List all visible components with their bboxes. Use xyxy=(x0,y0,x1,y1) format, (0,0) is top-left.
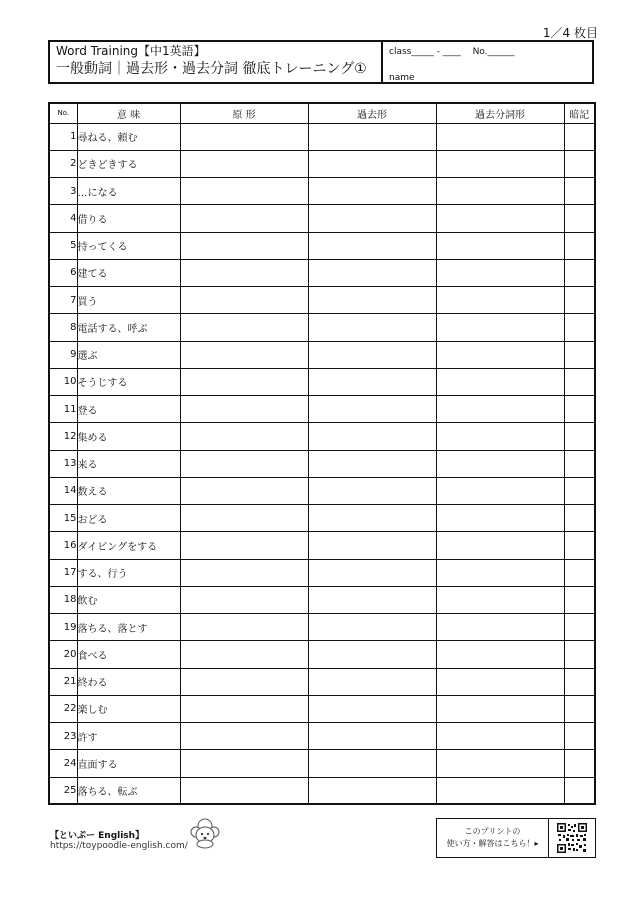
table-row xyxy=(49,614,595,641)
meaning-cell: 持ってくる xyxy=(77,232,180,259)
base-form-answer-cell[interactable] xyxy=(180,287,308,314)
past-form-answer-cell[interactable] xyxy=(308,232,436,259)
past-participle-answer-cell[interactable] xyxy=(436,695,564,722)
meaning-cell: 電話する、呼ぶ xyxy=(77,314,180,341)
past-form-answer-cell[interactable] xyxy=(308,423,436,450)
row-number: 4 xyxy=(49,205,77,232)
past-participle-answer-cell[interactable] xyxy=(436,423,564,450)
past-form-answer-cell[interactable] xyxy=(308,477,436,504)
past-participle-answer-cell[interactable] xyxy=(436,368,564,395)
table-row xyxy=(49,559,595,586)
past-form-answer-cell[interactable] xyxy=(308,723,436,750)
meaning-cell: 数える xyxy=(77,477,180,504)
past-participle-answer-cell[interactable] xyxy=(436,450,564,477)
row-number: 16 xyxy=(49,532,77,559)
memorize-check-cell[interactable] xyxy=(564,777,595,804)
row-number: 15 xyxy=(49,505,77,532)
past-participle-answer-cell[interactable] xyxy=(436,287,564,314)
row-number: 9 xyxy=(49,341,77,368)
usage-guide-text xyxy=(437,826,548,850)
brand-name: 【といぷー English】 xyxy=(50,831,145,841)
meaning-cell: 借りる xyxy=(77,205,180,232)
past-participle-answer-cell[interactable] xyxy=(436,723,564,750)
row-number: 14 xyxy=(49,477,77,504)
meaning-cell: 楽しむ xyxy=(77,695,180,722)
memorize-check-cell[interactable] xyxy=(564,396,595,423)
past-form-answer-cell[interactable] xyxy=(308,314,436,341)
meaning-cell: 尋ねる、頼む xyxy=(77,123,180,150)
row-number: 13 xyxy=(49,450,77,477)
title-area xyxy=(50,42,383,82)
class-field[interactable]: class_____ - ____ xyxy=(389,47,461,57)
number-field[interactable]: No.______ xyxy=(472,47,515,57)
header-past-participle: 過去分詞形 xyxy=(436,103,564,123)
row-number: 6 xyxy=(49,259,77,286)
meaning-cell: 来る xyxy=(77,450,180,477)
row-number: 3 xyxy=(49,178,77,205)
meaning-cell: 食べる xyxy=(77,641,180,668)
past-form-answer-cell[interactable] xyxy=(308,368,436,395)
usage-guide-box[interactable] xyxy=(436,818,596,858)
base-form-answer-cell[interactable] xyxy=(180,150,308,177)
past-participle-answer-cell[interactable] xyxy=(436,559,564,586)
meaning-cell: ダイビングをする xyxy=(77,532,180,559)
row-number: 11 xyxy=(49,396,77,423)
base-form-answer-cell[interactable] xyxy=(180,641,308,668)
row-number: 20 xyxy=(49,641,77,668)
header-box xyxy=(48,40,594,84)
table-row xyxy=(49,232,595,259)
memorize-check-cell[interactable] xyxy=(564,314,595,341)
memorize-check-cell[interactable] xyxy=(564,423,595,450)
memorize-check-cell[interactable] xyxy=(564,614,595,641)
past-participle-answer-cell[interactable] xyxy=(436,477,564,504)
past-form-answer-cell[interactable] xyxy=(308,586,436,613)
memorize-check-cell[interactable] xyxy=(564,368,595,395)
past-participle-answer-cell[interactable] xyxy=(436,614,564,641)
table-row xyxy=(49,423,595,450)
past-participle-answer-cell[interactable] xyxy=(436,396,564,423)
meaning-cell: 終わる xyxy=(77,668,180,695)
name-field[interactable]: name xyxy=(389,73,415,83)
memorize-check-cell[interactable] xyxy=(564,287,595,314)
past-form-answer-cell[interactable] xyxy=(308,777,436,804)
base-form-answer-cell[interactable] xyxy=(180,777,308,804)
table-row xyxy=(49,586,595,613)
memorize-check-cell[interactable] xyxy=(564,123,595,150)
table-row xyxy=(49,668,595,695)
row-number: 24 xyxy=(49,750,77,777)
base-form-answer-cell[interactable] xyxy=(180,423,308,450)
meaning-cell: おどる xyxy=(77,505,180,532)
row-number: 7 xyxy=(49,287,77,314)
table-row xyxy=(49,396,595,423)
past-form-answer-cell[interactable] xyxy=(308,396,436,423)
row-number: 5 xyxy=(49,232,77,259)
memorize-check-cell[interactable] xyxy=(564,232,595,259)
meaning-cell: どきどきする xyxy=(77,150,180,177)
meaning-cell: 登る xyxy=(77,396,180,423)
memorize-check-cell[interactable] xyxy=(564,668,595,695)
row-number: 19 xyxy=(49,614,77,641)
past-form-answer-cell[interactable] xyxy=(308,668,436,695)
past-form-answer-cell[interactable] xyxy=(308,505,436,532)
past-participle-answer-cell[interactable] xyxy=(436,178,564,205)
table-row xyxy=(49,123,595,150)
base-form-answer-cell[interactable] xyxy=(180,368,308,395)
past-participle-answer-cell[interactable] xyxy=(436,205,564,232)
past-form-answer-cell[interactable] xyxy=(308,123,436,150)
table-row xyxy=(49,259,595,286)
page-indicator: 1／4 枚目 xyxy=(542,26,598,40)
meaning-cell: する、行う xyxy=(77,559,180,586)
table-row xyxy=(49,777,595,804)
table-row xyxy=(49,532,595,559)
past-form-answer-cell[interactable] xyxy=(308,559,436,586)
meaning-cell: 買う xyxy=(77,287,180,314)
row-number: 23 xyxy=(49,723,77,750)
base-form-answer-cell[interactable] xyxy=(180,477,308,504)
table-row xyxy=(49,505,595,532)
past-form-answer-cell[interactable] xyxy=(308,614,436,641)
base-form-answer-cell[interactable] xyxy=(180,532,308,559)
past-participle-answer-cell[interactable] xyxy=(436,532,564,559)
memorize-check-cell[interactable] xyxy=(564,450,595,477)
past-form-answer-cell[interactable] xyxy=(308,259,436,286)
base-form-answer-cell[interactable] xyxy=(180,586,308,613)
meaning-cell: 集める xyxy=(77,423,180,450)
header-meaning: 意 味 xyxy=(77,103,180,123)
past-form-answer-cell[interactable] xyxy=(308,532,436,559)
table-header-row xyxy=(49,103,595,123)
meaning-cell: …になる xyxy=(77,178,180,205)
base-form-answer-cell[interactable] xyxy=(180,559,308,586)
row-number: 8 xyxy=(49,314,77,341)
table-row xyxy=(49,695,595,722)
past-participle-answer-cell[interactable] xyxy=(436,668,564,695)
memorize-check-cell[interactable] xyxy=(564,477,595,504)
row-number: 25 xyxy=(49,777,77,804)
toy-poodle-icon xyxy=(186,816,224,850)
memorize-check-cell[interactable] xyxy=(564,150,595,177)
base-form-answer-cell[interactable] xyxy=(180,123,308,150)
memorize-check-cell[interactable] xyxy=(564,723,595,750)
usage-line-1: このプリントの xyxy=(464,827,521,836)
meaning-cell: 落ちる、落とす xyxy=(77,614,180,641)
header-base-form: 原 形 xyxy=(180,103,308,123)
memorize-check-cell[interactable] xyxy=(564,586,595,613)
past-form-answer-cell[interactable] xyxy=(308,205,436,232)
base-form-answer-cell[interactable] xyxy=(180,178,308,205)
past-form-answer-cell[interactable] xyxy=(308,450,436,477)
row-number: 18 xyxy=(49,586,77,613)
row-number: 17 xyxy=(49,559,77,586)
row-number: 22 xyxy=(49,695,77,722)
base-form-answer-cell[interactable] xyxy=(180,450,308,477)
past-form-answer-cell[interactable] xyxy=(308,341,436,368)
meaning-cell: 選ぶ xyxy=(77,341,180,368)
header-memorize: 暗記 xyxy=(564,103,595,123)
row-number: 10 xyxy=(49,368,77,395)
base-form-answer-cell[interactable] xyxy=(180,396,308,423)
table-row xyxy=(49,723,595,750)
base-form-answer-cell[interactable] xyxy=(180,695,308,722)
base-form-answer-cell[interactable] xyxy=(180,232,308,259)
header-no: No. xyxy=(49,103,77,123)
base-form-answer-cell[interactable] xyxy=(180,259,308,286)
row-number: 2 xyxy=(49,150,77,177)
usage-divider xyxy=(548,819,549,857)
class-number-row xyxy=(389,47,515,57)
row-number: 12 xyxy=(49,423,77,450)
memorize-check-cell[interactable] xyxy=(564,341,595,368)
memorize-check-cell[interactable] xyxy=(564,505,595,532)
past-form-answer-cell[interactable] xyxy=(308,150,436,177)
memorize-check-cell[interactable] xyxy=(564,205,595,232)
meaning-cell: 落ちる、転ぶ xyxy=(77,777,180,804)
table-row xyxy=(49,150,595,177)
table-row xyxy=(49,287,595,314)
meaning-cell: 建てる xyxy=(77,259,180,286)
base-form-answer-cell[interactable] xyxy=(180,505,308,532)
past-form-answer-cell[interactable] xyxy=(308,641,436,668)
past-form-answer-cell[interactable] xyxy=(308,695,436,722)
table-row xyxy=(49,368,595,395)
base-form-answer-cell[interactable] xyxy=(180,723,308,750)
qr-code-icon[interactable] xyxy=(557,823,587,853)
past-participle-answer-cell[interactable] xyxy=(436,314,564,341)
base-form-answer-cell[interactable] xyxy=(180,341,308,368)
meaning-cell: 許す xyxy=(77,723,180,750)
memorize-check-cell[interactable] xyxy=(564,695,595,722)
base-form-answer-cell[interactable] xyxy=(180,314,308,341)
table-row xyxy=(49,314,595,341)
table-row xyxy=(49,178,595,205)
base-form-answer-cell[interactable] xyxy=(180,614,308,641)
past-form-answer-cell[interactable] xyxy=(308,287,436,314)
past-participle-answer-cell[interactable] xyxy=(436,750,564,777)
past-participle-answer-cell[interactable] xyxy=(436,341,564,368)
memorize-check-cell[interactable] xyxy=(564,178,595,205)
memorize-check-cell[interactable] xyxy=(564,532,595,559)
table-row xyxy=(49,205,595,232)
memorize-check-cell[interactable] xyxy=(564,750,595,777)
past-participle-answer-cell[interactable] xyxy=(436,777,564,804)
word-table xyxy=(48,102,596,805)
meaning-cell: 飲む xyxy=(77,586,180,613)
past-participle-answer-cell[interactable] xyxy=(436,586,564,613)
site-url[interactable]: https://toypoodle-english.com/ xyxy=(50,841,188,851)
usage-line-2: 使い方・解答はこちら！▸ xyxy=(446,839,539,848)
past-participle-answer-cell[interactable] xyxy=(436,150,564,177)
row-number: 1 xyxy=(49,123,77,150)
meaning-cell: 直面する xyxy=(77,750,180,777)
base-form-answer-cell[interactable] xyxy=(180,668,308,695)
past-form-answer-cell[interactable] xyxy=(308,750,436,777)
worksheet-subtitle: Word Training【中1英語】 xyxy=(56,44,206,58)
worksheet-title: 一般動詞｜過去形・過去分詞 徹底トレーニング① xyxy=(56,61,367,77)
meaning-cell: そうじする xyxy=(77,368,180,395)
memorize-check-cell[interactable] xyxy=(564,559,595,586)
table-row xyxy=(49,641,595,668)
student-info-area xyxy=(383,42,592,82)
past-participle-answer-cell[interactable] xyxy=(436,641,564,668)
past-participle-answer-cell[interactable] xyxy=(436,232,564,259)
table-row xyxy=(49,450,595,477)
base-form-answer-cell[interactable] xyxy=(180,205,308,232)
past-participle-answer-cell[interactable] xyxy=(436,259,564,286)
memorize-check-cell[interactable] xyxy=(564,641,595,668)
table-row xyxy=(49,750,595,777)
header-past-form: 過去形 xyxy=(308,103,436,123)
past-participle-answer-cell[interactable] xyxy=(436,123,564,150)
table-row xyxy=(49,341,595,368)
table-row xyxy=(49,477,595,504)
row-number: 21 xyxy=(49,668,77,695)
base-form-answer-cell[interactable] xyxy=(180,750,308,777)
past-form-answer-cell[interactable] xyxy=(308,178,436,205)
past-participle-answer-cell[interactable] xyxy=(436,505,564,532)
memorize-check-cell[interactable] xyxy=(564,259,595,286)
